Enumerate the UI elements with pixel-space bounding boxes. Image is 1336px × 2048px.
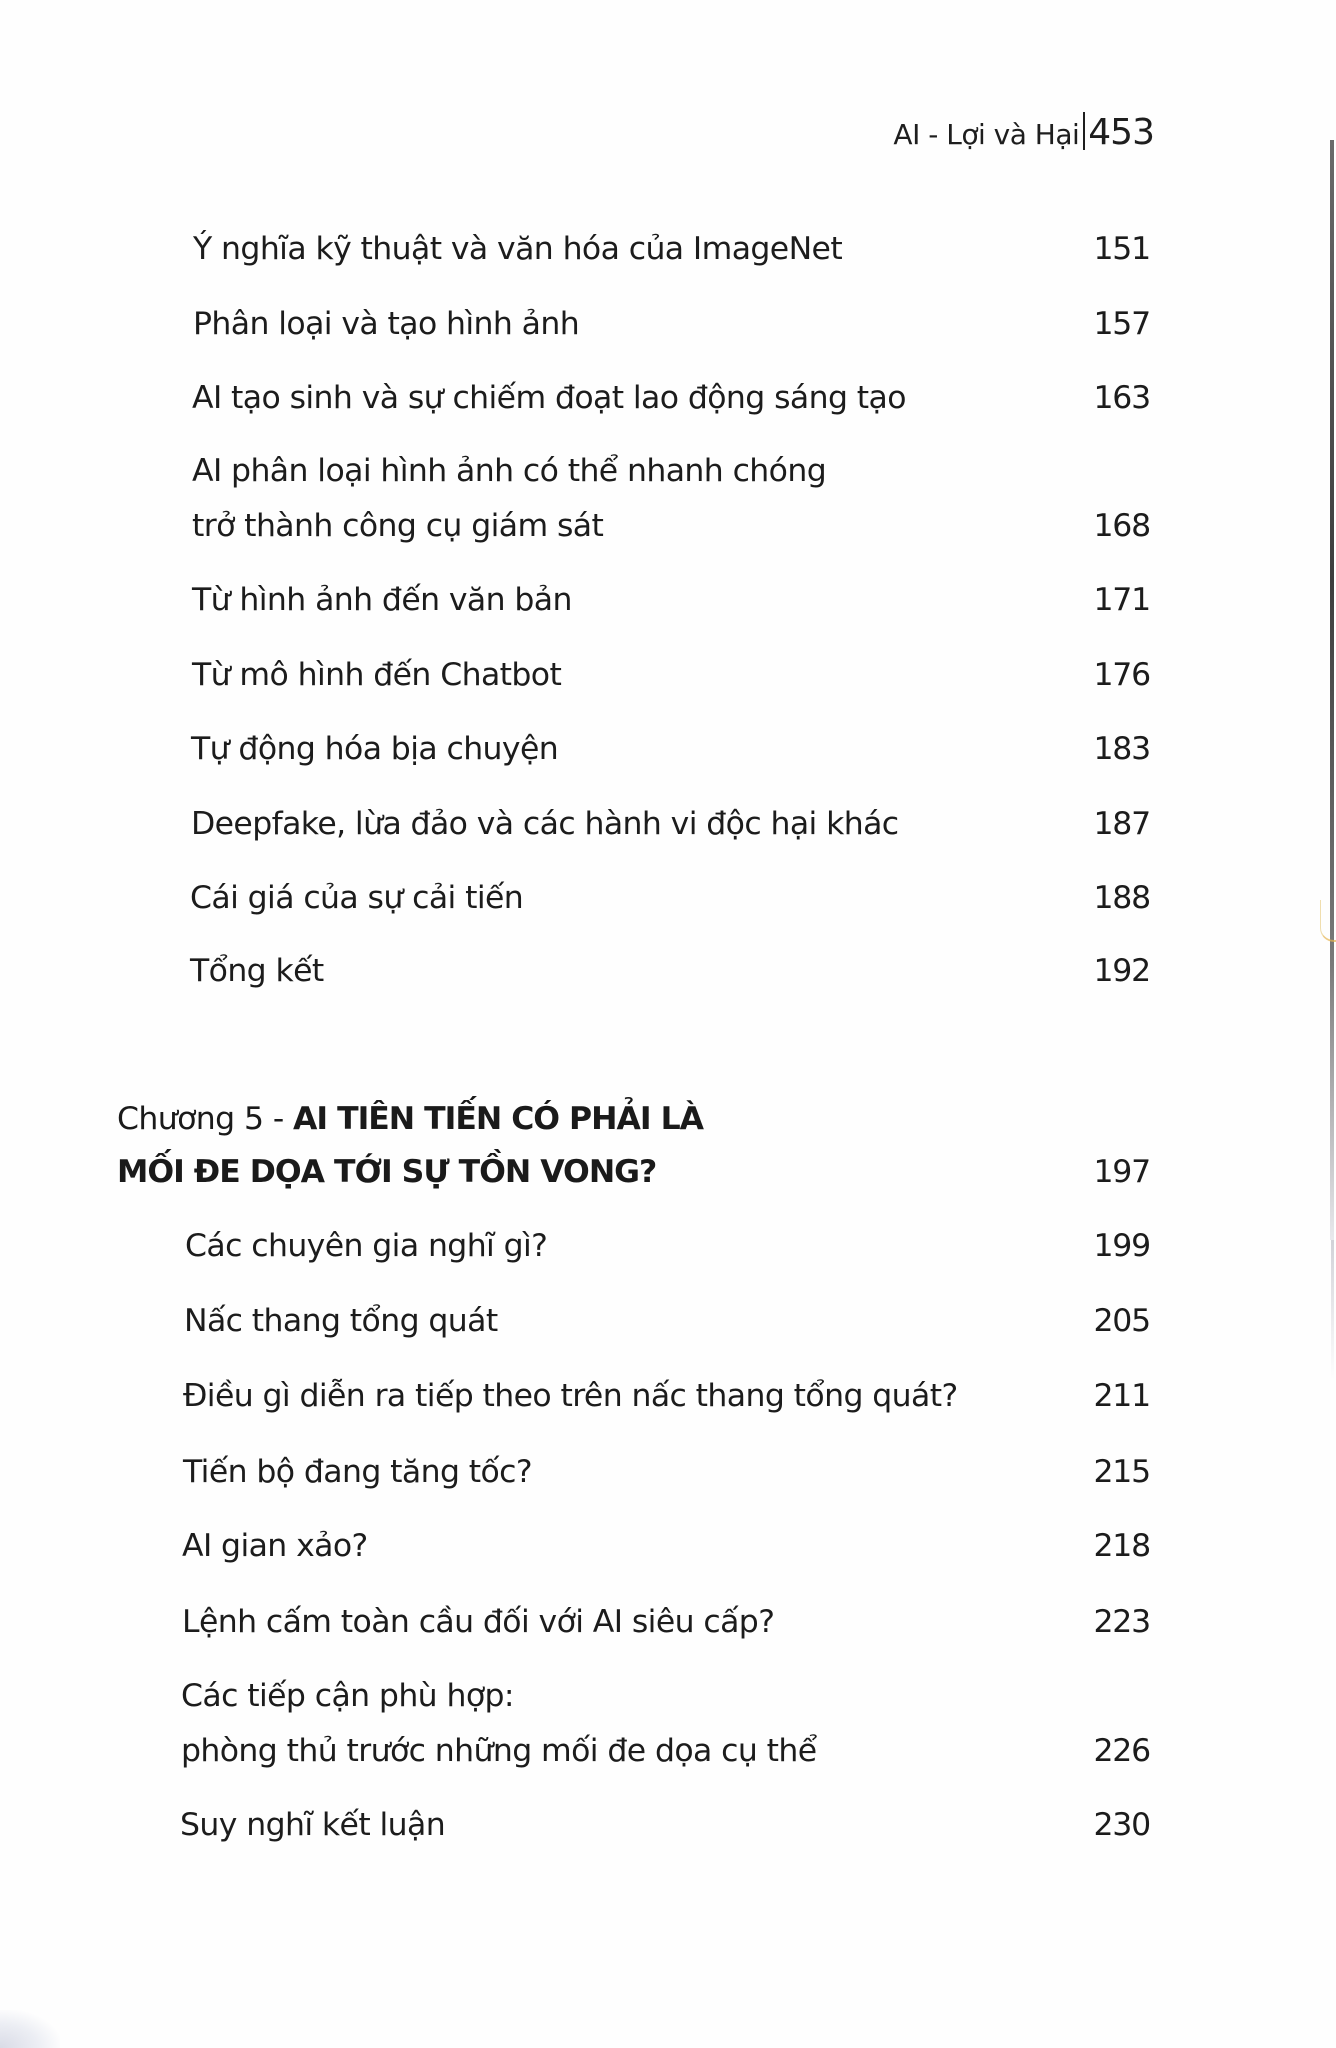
toc-entry-page: 151 xyxy=(1093,231,1150,267)
toc-entry-title-line-1: Các tiếp cận phù hợp: xyxy=(181,1678,514,1714)
page-corner-curl xyxy=(0,2010,60,2048)
paper-speck xyxy=(1320,900,1336,942)
chapter-page: 197 xyxy=(1093,1154,1150,1190)
chapter-prefix: Chương 5 - xyxy=(117,1101,294,1137)
toc-entry-title: Phân loại và tạo hình ảnh xyxy=(193,306,580,342)
toc-entry-page: 171 xyxy=(1093,582,1150,618)
toc-entry-page: 199 xyxy=(1093,1228,1150,1264)
toc-entry-page: 218 xyxy=(1093,1528,1150,1564)
toc-entry-page: 230 xyxy=(1093,1807,1150,1843)
toc-entry-title: Tiến bộ đang tăng tốc? xyxy=(183,1454,533,1490)
toc-entry-page: 157 xyxy=(1093,306,1150,342)
toc-entry-page: 192 xyxy=(1093,953,1150,989)
toc-entry-page: 187 xyxy=(1093,806,1150,842)
chapter-heading-line-2 xyxy=(117,1152,656,1192)
chapter-title-part-2: MỐI ĐE DỌA TỚI SỰ TỒN VONG? xyxy=(117,1154,657,1190)
toc-entry-page: 168 xyxy=(1093,508,1150,544)
toc-entry-title: Tự động hóa bịa chuyện xyxy=(191,731,559,767)
page-edge-shadow-lower xyxy=(1331,1240,1334,1380)
toc-entry-title: Deepfake, lừa đảo và các hành vi độc hại khác xyxy=(191,806,899,842)
toc-entry-title: Điều gì diễn ra tiếp theo trên nấc thang tổng quát? xyxy=(183,1378,958,1414)
toc-entry-title: Các chuyên gia nghĩ gì? xyxy=(185,1228,548,1264)
toc-entry-title: AI tạo sinh và sự chiếm đoạt lao động sáng tạo xyxy=(192,380,906,416)
toc-entry-page: 211 xyxy=(1093,1378,1150,1414)
toc-entry-title-line-2: trở thành công cụ giám sát xyxy=(192,508,604,544)
page-edge-shadow xyxy=(1330,140,1334,1240)
toc-entry-page: 223 xyxy=(1093,1604,1150,1640)
page-number: 453 xyxy=(1088,112,1154,153)
chapter-heading-line-1 xyxy=(117,1099,703,1139)
toc-entry-title: AI gian xảo? xyxy=(182,1528,368,1564)
toc-entry-title: Tổng kết xyxy=(190,953,324,989)
toc-entry-title: Nấc thang tổng quát xyxy=(184,1303,498,1339)
toc-entry-page: 226 xyxy=(1093,1733,1150,1769)
toc-entry-page: 176 xyxy=(1093,657,1150,693)
book-title: AI - Lợi và Hại xyxy=(893,118,1080,151)
toc-entry-title: Cái giá của sự cải tiến xyxy=(190,880,524,916)
toc-entry-page: 183 xyxy=(1093,731,1150,767)
toc-entry-title: Từ mô hình đến Chatbot xyxy=(192,657,562,693)
toc-entry-title-line-1: AI phân loại hình ảnh có thể nhanh chóng xyxy=(192,453,827,489)
header-separator xyxy=(1083,112,1085,150)
chapter-title-part-1: AI TIÊN TIẾN CÓ PHẢI LÀ xyxy=(293,1101,704,1137)
running-header xyxy=(893,106,1154,153)
toc-entry-title-line-2: phòng thủ trước những mối đe dọa cụ thể xyxy=(181,1733,817,1769)
toc-entry-page: 215 xyxy=(1093,1454,1150,1490)
toc-entry-page: 188 xyxy=(1093,880,1150,916)
toc-entry-page: 163 xyxy=(1093,380,1150,416)
toc-entry-title: Ý nghĩa kỹ thuật và văn hóa của ImageNet xyxy=(193,231,843,267)
toc-entry-page: 205 xyxy=(1093,1303,1150,1339)
toc-entry-title: Lệnh cấm toàn cầu đối với AI siêu cấp? xyxy=(182,1604,775,1640)
toc-entry-title: Từ hình ảnh đến văn bản xyxy=(192,582,572,618)
toc-entry-title: Suy nghĩ kết luận xyxy=(180,1807,446,1843)
